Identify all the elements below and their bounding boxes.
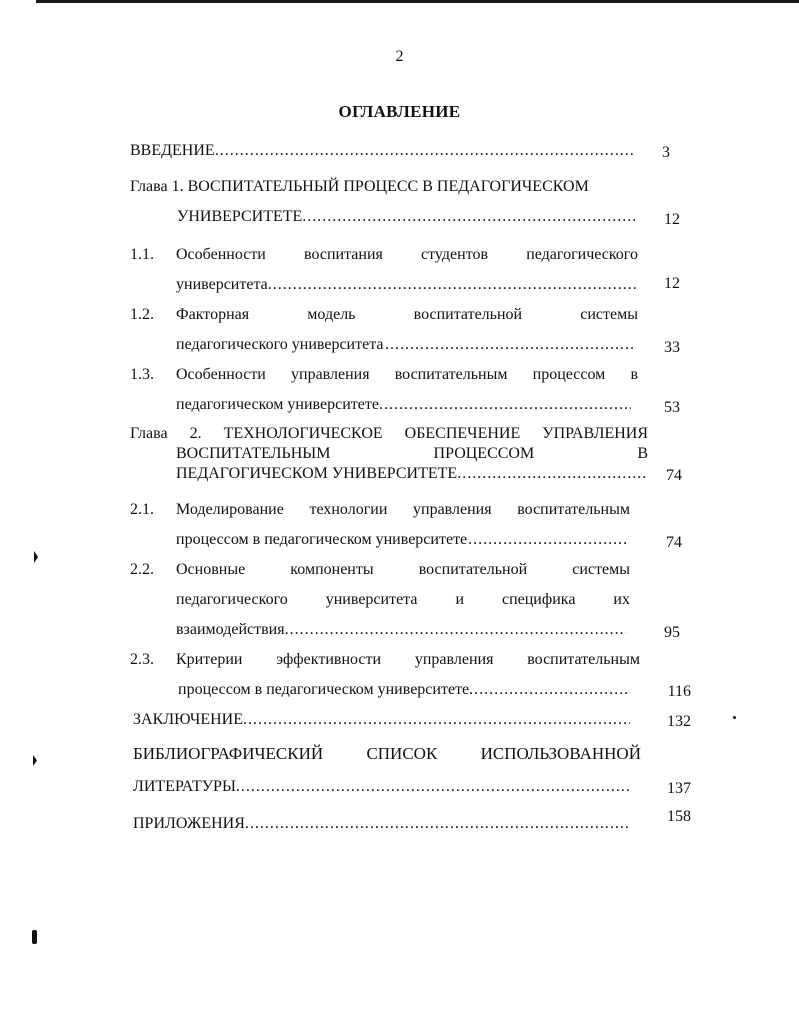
word: Основные xyxy=(176,561,246,578)
word: управления xyxy=(413,501,492,518)
word: эффективности xyxy=(276,651,382,668)
toc-entry-1-3-label: педагогическом университете xyxy=(176,396,379,413)
section-number: 2.1. xyxy=(130,501,154,518)
word: БИБЛИОГРАФИЧЕСКИЙ xyxy=(133,744,324,763)
leader-dots xyxy=(379,395,631,415)
page-number: 2 xyxy=(395,48,404,65)
word: Глава xyxy=(130,425,168,442)
toc-page-bibliography: 137 xyxy=(667,780,691,797)
word: ПРОЦЕССОМ xyxy=(433,445,535,462)
leader-dots xyxy=(245,814,630,834)
word: воспитательной xyxy=(418,561,528,578)
word: педагогического xyxy=(176,591,288,608)
toc-entry-intro-label: ВВЕДЕНИЕ xyxy=(130,142,215,159)
section-number: 1.1. xyxy=(130,246,154,263)
word: специфика xyxy=(501,591,576,608)
word: педагогического xyxy=(526,246,638,263)
word: 2. xyxy=(189,425,202,442)
toc-entry-bibliography[interactable] xyxy=(133,744,641,764)
toc-entry-bibliography-label: ЛИТЕРАТУРЫ xyxy=(133,778,236,795)
word: Особенности xyxy=(176,366,266,383)
word: компоненты xyxy=(290,561,374,578)
leader-dots xyxy=(469,680,630,700)
chapter2-title-line1[interactable] xyxy=(130,424,648,444)
toc-entry-2-2-line3[interactable] xyxy=(176,620,626,640)
toc-entry-2-2[interactable] xyxy=(130,560,630,580)
toc-entry-bibliography-line2[interactable] xyxy=(133,777,630,797)
word: воспитательной xyxy=(413,306,523,323)
chapter1-title-line2[interactable] xyxy=(177,207,635,227)
leader-dots xyxy=(468,530,628,550)
word: в xyxy=(630,366,638,383)
toc-page-2-1: 74 xyxy=(666,534,682,551)
chapter2-title-line3[interactable] xyxy=(176,464,648,484)
word: управления xyxy=(291,366,370,383)
top-border-rule xyxy=(36,0,799,3)
toc-entry-appendix-label: ПРИЛОЖЕНИЯ xyxy=(133,815,245,832)
toc-entry-1-2-line2[interactable] xyxy=(176,335,636,355)
toc-entry-1-1-label: университета xyxy=(176,276,268,293)
word: и xyxy=(455,591,464,608)
toc-page-1-2: 33 xyxy=(664,339,680,356)
word: воспитательным xyxy=(527,651,640,668)
word: Факторная xyxy=(176,306,250,323)
toc-page-chapter1: 12 xyxy=(664,211,680,228)
word: В xyxy=(637,445,648,462)
scan-mark xyxy=(34,551,38,563)
toc-page-2-2: 95 xyxy=(664,624,680,641)
word: управления xyxy=(414,651,494,668)
word: ИСПОЛЬЗОВАННОЙ xyxy=(480,744,641,763)
toc-page-chapter2: 74 xyxy=(666,467,682,484)
word: ОБЕСПЕЧЕНИЕ xyxy=(404,425,521,442)
word: системы xyxy=(580,306,638,323)
toc-page-1-3: 53 xyxy=(664,399,680,416)
page-title: ОГЛАВЛЕНИЕ xyxy=(338,102,461,121)
toc-entry-conclusion-label: ЗАКЛЮЧЕНИЕ xyxy=(133,711,243,728)
leader-dots xyxy=(302,207,635,227)
section-number: 1.2. xyxy=(130,306,154,323)
leader-dots xyxy=(215,141,635,161)
toc-page-2-3: 116 xyxy=(667,683,691,700)
word: ВОСПИТАТЕЛЬНЫМ xyxy=(176,445,331,462)
toc-page-conclusion: 132 xyxy=(667,713,691,730)
word: ТЕХНОЛОГИЧЕСКОЕ xyxy=(223,425,383,442)
leader-dots xyxy=(236,777,630,797)
toc-entry-1-1-line2[interactable] xyxy=(176,275,638,295)
toc-entry-2-1-line2[interactable] xyxy=(176,530,628,550)
word: СПИСОК xyxy=(366,744,438,763)
scan-mark xyxy=(733,716,736,719)
toc-entry-2-2-label: взаимодействия xyxy=(176,621,285,638)
toc-entry-2-3-line2[interactable] xyxy=(178,680,630,700)
section-number: 1.3. xyxy=(130,366,154,383)
scan-mark xyxy=(32,930,37,944)
word: воспитательным xyxy=(394,366,508,383)
toc-entry-1-1[interactable] xyxy=(130,245,638,265)
toc-entry-2-1-label: процессом в педагогическом университете xyxy=(176,531,468,548)
toc-page-intro: 3 xyxy=(662,144,670,161)
toc-entry-1-2[interactable] xyxy=(130,305,638,325)
section-number: 2.2. xyxy=(130,561,154,578)
word: системы xyxy=(572,561,630,578)
chapter2-title-line2[interactable] xyxy=(176,444,648,464)
toc-entry-2-3[interactable] xyxy=(130,650,640,670)
toc-entry-1-3-line2[interactable] xyxy=(176,395,631,415)
toc-entry-1-3[interactable] xyxy=(130,365,638,385)
word: воспитательным xyxy=(517,501,630,518)
word: воспитания xyxy=(304,246,383,263)
leader-dots xyxy=(385,335,636,355)
leader-dots xyxy=(243,710,630,730)
section-number: 2.3. xyxy=(130,651,154,668)
toc-entry-1-2-label: педагогического университета xyxy=(176,336,384,353)
scan-mark xyxy=(33,755,37,766)
word: их xyxy=(613,591,630,608)
word: УПРАВЛЕНИЯ xyxy=(542,425,648,442)
toc-entry-conclusion[interactable] xyxy=(133,710,630,730)
word: модель xyxy=(307,306,356,323)
word: Особенности xyxy=(176,246,266,263)
toc-page-appendix: 158 xyxy=(667,808,691,825)
chapter1-title-line2-label: УНИВЕРСИТЕТЕ xyxy=(177,208,303,225)
chapter1-title-line1[interactable]: Глава 1. ВОСПИТАТЕЛЬНЫЙ ПРОЦЕСС В ПЕДАГОГИЧЕСКОМ xyxy=(130,178,589,195)
toc-entry-2-3-label: процессом в педагогическом университете xyxy=(178,681,470,698)
toc-page-1-1: 12 xyxy=(664,275,680,292)
toc-entry-intro[interactable] xyxy=(130,141,635,161)
word: технологии xyxy=(309,501,388,518)
toc-entry-2-2-line2[interactable] xyxy=(176,590,630,610)
word: Моделирование xyxy=(176,501,284,518)
chapter2-title-line3-label: ПЕДАГОГИЧЕСКОМ УНИВЕРСИТЕТЕ xyxy=(176,465,458,482)
toc-entry-2-1[interactable] xyxy=(130,500,630,520)
leader-dots xyxy=(457,464,648,484)
leader-dots xyxy=(285,620,626,640)
word: студентов xyxy=(421,246,489,263)
word: университета xyxy=(325,591,418,608)
word: процессом xyxy=(532,366,606,383)
toc-entry-appendix[interactable] xyxy=(133,814,630,834)
word: Критерии xyxy=(176,651,243,668)
leader-dots xyxy=(268,275,638,295)
